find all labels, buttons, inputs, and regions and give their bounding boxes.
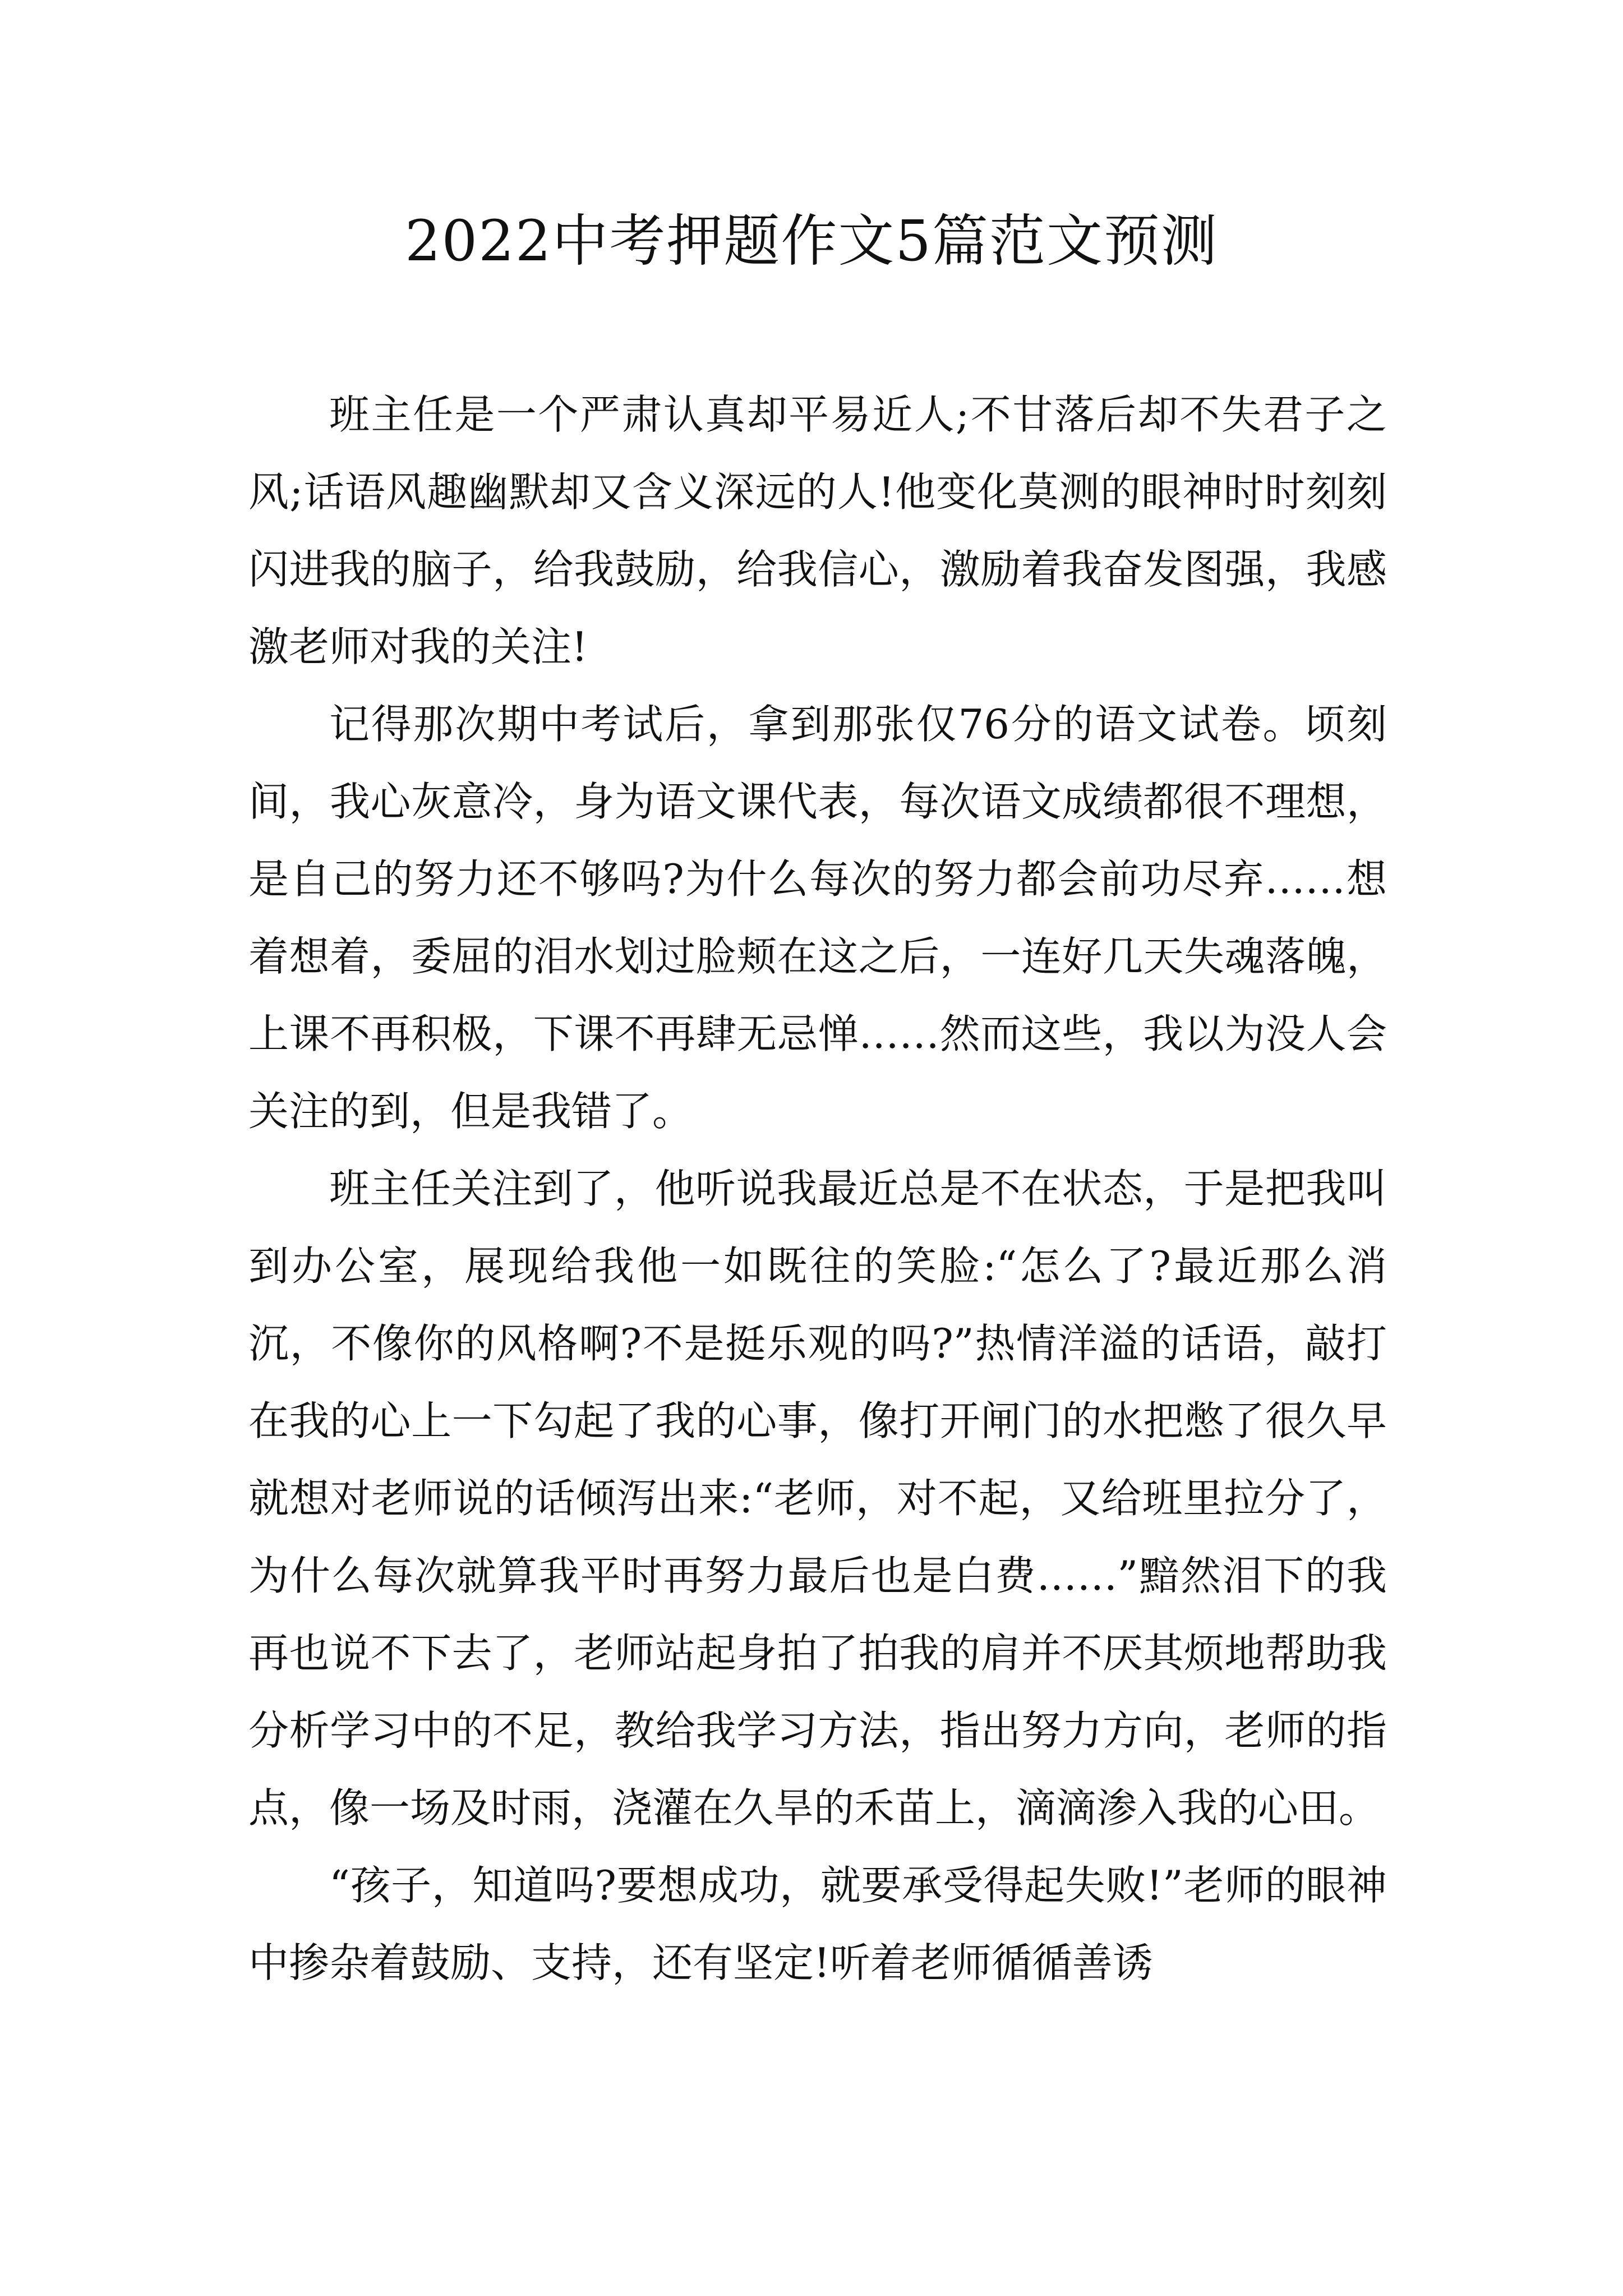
- document-title: 2022中考押题作文5篇范文预测: [404, 208, 1219, 274]
- paragraph: 记得那次期中考试后，拿到那张仅76分的语文试卷。顷刻间，我心灰意冷，身为语文课代表，每次语文成绩都很不理想，是自己的努力还不够吗?为什么每次的努力都会前功尽弃……想着想着，委屈的泪水划过脸颊在这之后，一连好几天失魂落魄，上课不再积极，下课不再肆无忌惮……然而这些，我以为没人会关注的到，但是我错了。: [248, 701, 1387, 1135]
- paragraph: “孩子，知道吗?要想成功，就要承受得起失败!”老师的眼神中掺杂着鼓励、支持，还有坚定!听着老师循循善诱: [248, 1862, 1387, 1986]
- paragraph: 班主任关注到了，他听说我最近总是不在状态，于是把我叫到办公室，展现给我他一如既往的笑脸:“怎么了?最近那么消沉，不像你的风格啊?不是挺乐观的吗?”热情洋溢的话语，敲打在我的心上一下勾起了我的心事，像打开闸门的水把憋了很久早就想对老师说的话倾泻出来:“老师，对不起，又给班里拉分了，为什么每次就算我平时再努力最后也是白费……”黯然泪下的我再也说不下去了，老师站起身拍了拍我的肩并不厌其烦地帮助我分析学习中的不足，教给我学习方法，指出努力方向，老师的指点，像一场及时雨，浇灌在久旱的禾苗上，滴滴渗入我的心田。: [248, 1165, 1387, 1832]
- document-body: [248, 376, 1387, 2001]
- paragraph: 班主任是一个严肃认真却平易近人;不甘落后却不失君子之风;话语风趣幽默却又含义深远的人!他变化莫测的眼神时时刻刻闪进我的脑子，给我鼓励，给我信心，激励着我奋发图强，我感激老师对我的关注!: [248, 391, 1387, 670]
